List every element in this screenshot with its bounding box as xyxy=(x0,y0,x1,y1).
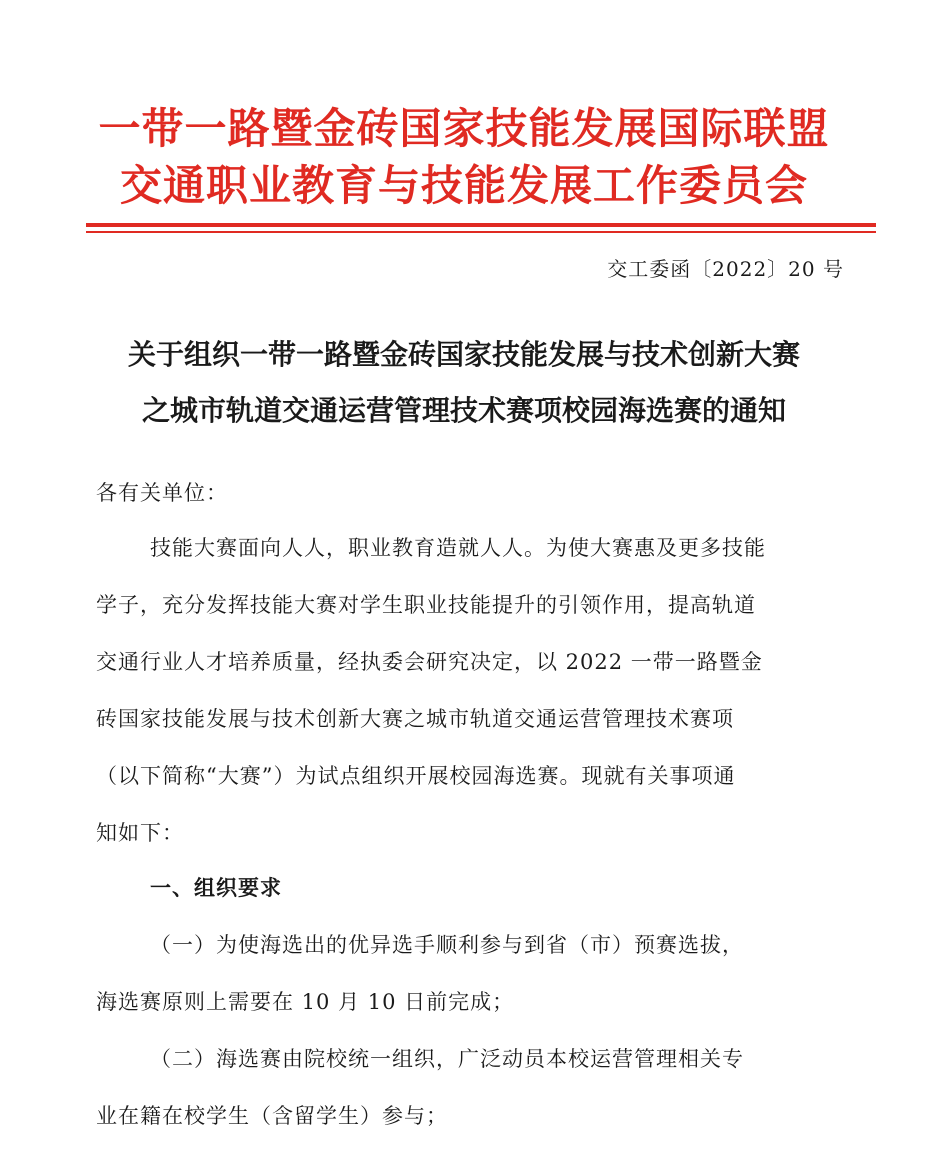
letterhead-divider-thin xyxy=(86,231,876,233)
salutation: 各有关单位： xyxy=(96,481,228,505)
section-heading: 一、组织要求 xyxy=(150,876,282,900)
paragraph-1-line: 交通行业人才培养质量，经执委会研究决定，以 2022 一带一路暨金 xyxy=(96,650,763,674)
document-title-line-1: 关于组织一带一路暨金砖国家技能发展与技术创新大赛 xyxy=(127,338,800,371)
paragraph-1-line: 学子，充分发挥技能大赛对学生职业技能提升的引领作用，提高轨道 xyxy=(96,593,756,617)
item-1-line: （一）为使海选出的优异选手顺利参与到省（市）预赛选拔， xyxy=(150,933,744,957)
paragraph-1-line: （以下简称“大赛”）为试点组织开展校园海选赛。现就有关事项通 xyxy=(96,764,736,788)
paragraph-1-line: 技能大赛面向人人，职业教育造就人人。为使大赛惠及更多技能 xyxy=(150,536,766,560)
document-number: 交工委函〔2022〕20 号 xyxy=(607,257,844,281)
paragraph-1-line: 知如下： xyxy=(96,821,184,845)
letterhead-line-1: 一带一路暨金砖国家技能发展国际联盟 xyxy=(98,104,830,153)
item-2-line: 业在籍在校学生（含留学生）参与； xyxy=(96,1104,448,1128)
letterhead-divider-thick xyxy=(86,223,876,227)
document-title-line-2: 之城市轨道交通运营管理技术赛项校园海选赛的通知 xyxy=(141,394,786,427)
item-2-line: （二）海选赛由院校统一组织，广泛动员本校运营管理相关专 xyxy=(150,1047,744,1071)
paragraph-1-line: 砖国家技能发展与技术创新大赛之城市轨道交通运营管理技术赛项 xyxy=(96,707,734,731)
letterhead-line-2: 交通职业教育与技能发展工作委员会 xyxy=(119,161,808,210)
item-1-line: 海选赛原则上需要在 10 月 10 日前完成； xyxy=(96,990,515,1014)
